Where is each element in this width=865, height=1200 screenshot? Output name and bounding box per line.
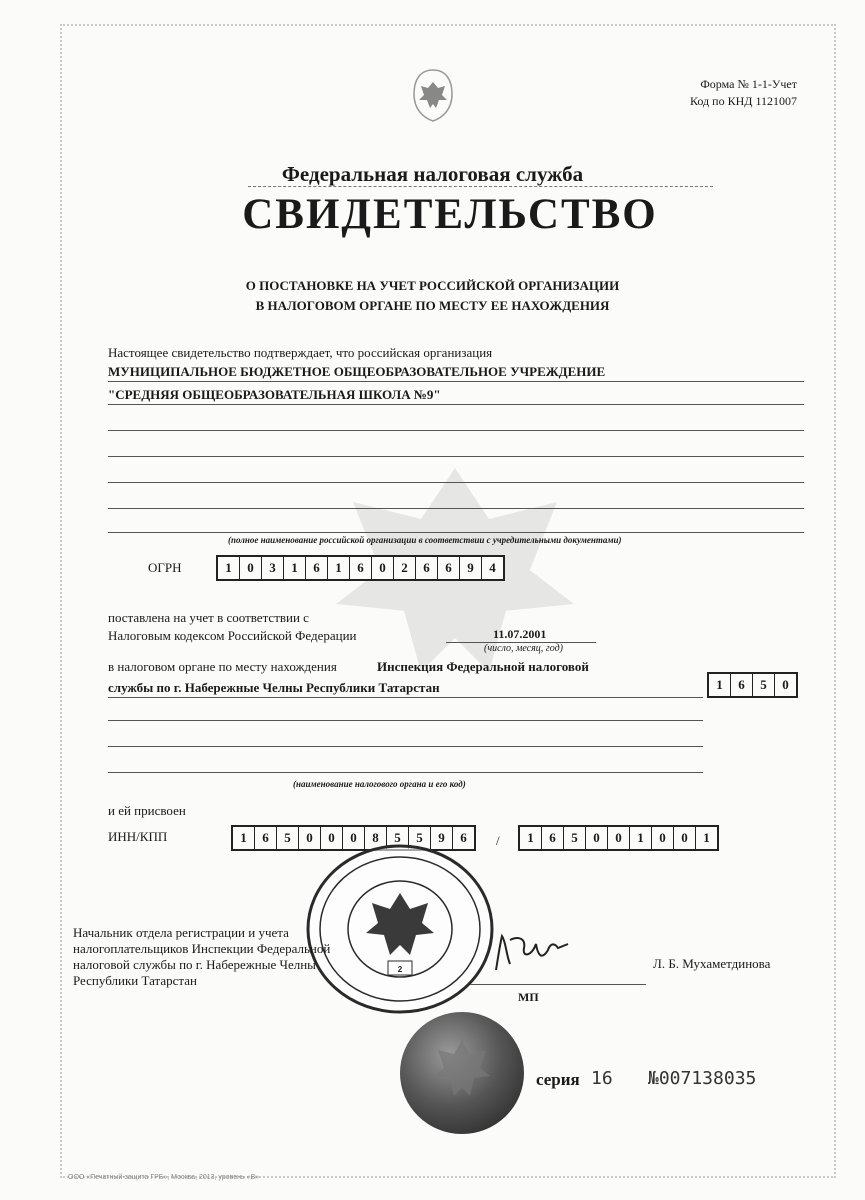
organization-intro: Настоящее свидетельство подтверждает, что российская организация [108,345,493,360]
kpp-digit: 0 [652,827,674,849]
authority-line [108,772,703,773]
ogrn-digit: 6 [306,557,328,579]
ogrn-digit: 3 [262,557,284,579]
ogrn-digit: 2 [394,557,416,579]
inn-digit: 8 [365,827,387,849]
inn-kpp-separator: / [496,833,500,848]
authority-name-line-2: службы по г. Набережные Челны Республики Татарстан [108,680,440,695]
authority-code-digit: 1 [709,674,731,696]
series-value: 16 [591,1068,613,1089]
kpp-digit: 0 [586,827,608,849]
inn-digit: 5 [409,827,431,849]
org-line [108,456,804,457]
issuer-name: Федеральная налоговая служба [281,162,584,186]
hologram-seal-icon [398,1010,526,1136]
subtitle-line-2: В НАЛОГОВОМ ОРГАНЕ ПО МЕСТУ ЕЕ НАХОЖДЕНИЯ [255,298,610,313]
org-line [108,482,804,483]
document-number: №007138035 [648,1068,757,1089]
kpp-digit: 5 [564,827,586,849]
org-line [108,430,804,431]
registration-date: 11.07.2001 [493,627,547,641]
inn-digit: 0 [299,827,321,849]
position-line-3: налоговой службы по г. Набережные Челны [73,957,316,972]
kpp-digit: 1 [703,830,710,845]
ogrn-digit: 6 [416,557,438,579]
position-line-2: налогоплательщиков Инспекции Федеральной [73,941,331,956]
assigned-intro: и ей присвоен [108,803,186,818]
authority-name-line-1: Инспекция Федеральной налоговой [377,659,589,674]
ogrn-digit: 1 [328,557,350,579]
document-title: СВИДЕТЕЛЬСТВО [242,191,658,238]
kpp-digit: 1 [520,827,542,849]
inn-digit: 9 [431,827,453,849]
org-line [108,508,804,509]
inn-digit: 1 [233,827,255,849]
kpp-boxes [518,825,719,851]
position-line-4: Республики Татарстан [73,973,197,988]
subtitle-line-1: О ПОСТАНОВКЕ НА УЧЕТ РОССИЙСКОЙ ОРГАНИЗАЦИИ [245,278,620,293]
authority-line [108,697,703,698]
inn-kpp-label: ИНН/КПП [108,829,168,844]
authority-caption: (наименование налогового органа и его код) [293,779,466,789]
ogrn-digit: 4 [489,560,496,575]
authority-line [108,720,703,721]
coat-of-arms-emblem-icon [408,66,458,124]
position-line-1: Начальник отдела регистрации и учета [73,925,289,940]
ogrn-digit: 9 [460,557,482,579]
ogrn-digit: 0 [372,557,394,579]
inn-digit: 5 [277,827,299,849]
org-line [108,404,804,405]
kpp-digit: 6 [542,827,564,849]
registration-line-1: поставлена на учет в соответствии с [108,610,309,625]
organization-caption: (полное наименование российской организации в соответствии с учредительными документами) [228,535,622,545]
signatory-position [73,925,330,989]
authority-intro: в налоговом органе по месту нахождения [108,659,337,674]
inn-digit: 6 [460,830,467,845]
ogrn-boxes [216,555,505,581]
handwritten-signature-icon [488,930,578,976]
signature-line [470,984,646,985]
kpp-digit: 1 [630,827,652,849]
ogrn-digit: 6 [438,557,460,579]
inn-digit: 0 [343,827,365,849]
kpp-digit: 0 [608,827,630,849]
authority-code-digit: 5 [753,674,775,696]
authority-code-digit: 0 [782,677,789,692]
authority-code-digit: 6 [731,674,753,696]
official-seal-icon [304,843,496,1015]
series-label: серия [536,1070,580,1089]
registration-line-2: Налоговым кодексом Российской Федерации [108,628,357,643]
document-subtitle [0,276,865,316]
signatory-name: Л. Б. Мухаметдинова [653,956,771,971]
ogrn-label: ОГРН [148,560,182,575]
printer-footer: ООО «Печатный-защита ГРБ», Москва, 2013, уровень «В» [68,1174,260,1181]
ogrn-digit: 0 [240,557,262,579]
seal-number: 2 [397,965,403,974]
org-line [108,381,804,382]
date-caption: (число, месяц, год) [484,643,563,654]
form-number: Форма № 1-1-Учет [700,77,797,91]
mp-mark: МП [518,990,539,1004]
organization-name-line-1: МУНИЦИПАЛЬНОЕ БЮДЖЕТНОЕ ОБЩЕОБРАЗОВАТЕЛЬНОЕ УЧРЕЖДЕНИЕ [108,364,606,379]
org-line [108,532,804,533]
ogrn-digit: 1 [284,557,306,579]
kpp-digit: 0 [674,827,696,849]
organization-name-line-2: "СРЕДНЯЯ ОБЩЕОБРАЗОВАТЕЛЬНАЯ ШКОЛА №9" [108,387,441,402]
inn-digit: 6 [255,827,277,849]
inn-digit: 5 [387,827,409,849]
ogrn-digit: 6 [350,557,372,579]
ogrn-digit: 1 [218,557,240,579]
issuer-underline [248,186,713,187]
authority-code-boxes [707,672,798,698]
knd-code: Код по КНД 1121007 [690,94,797,108]
inn-digit: 0 [321,827,343,849]
authority-line [108,746,703,747]
form-info [690,76,797,110]
